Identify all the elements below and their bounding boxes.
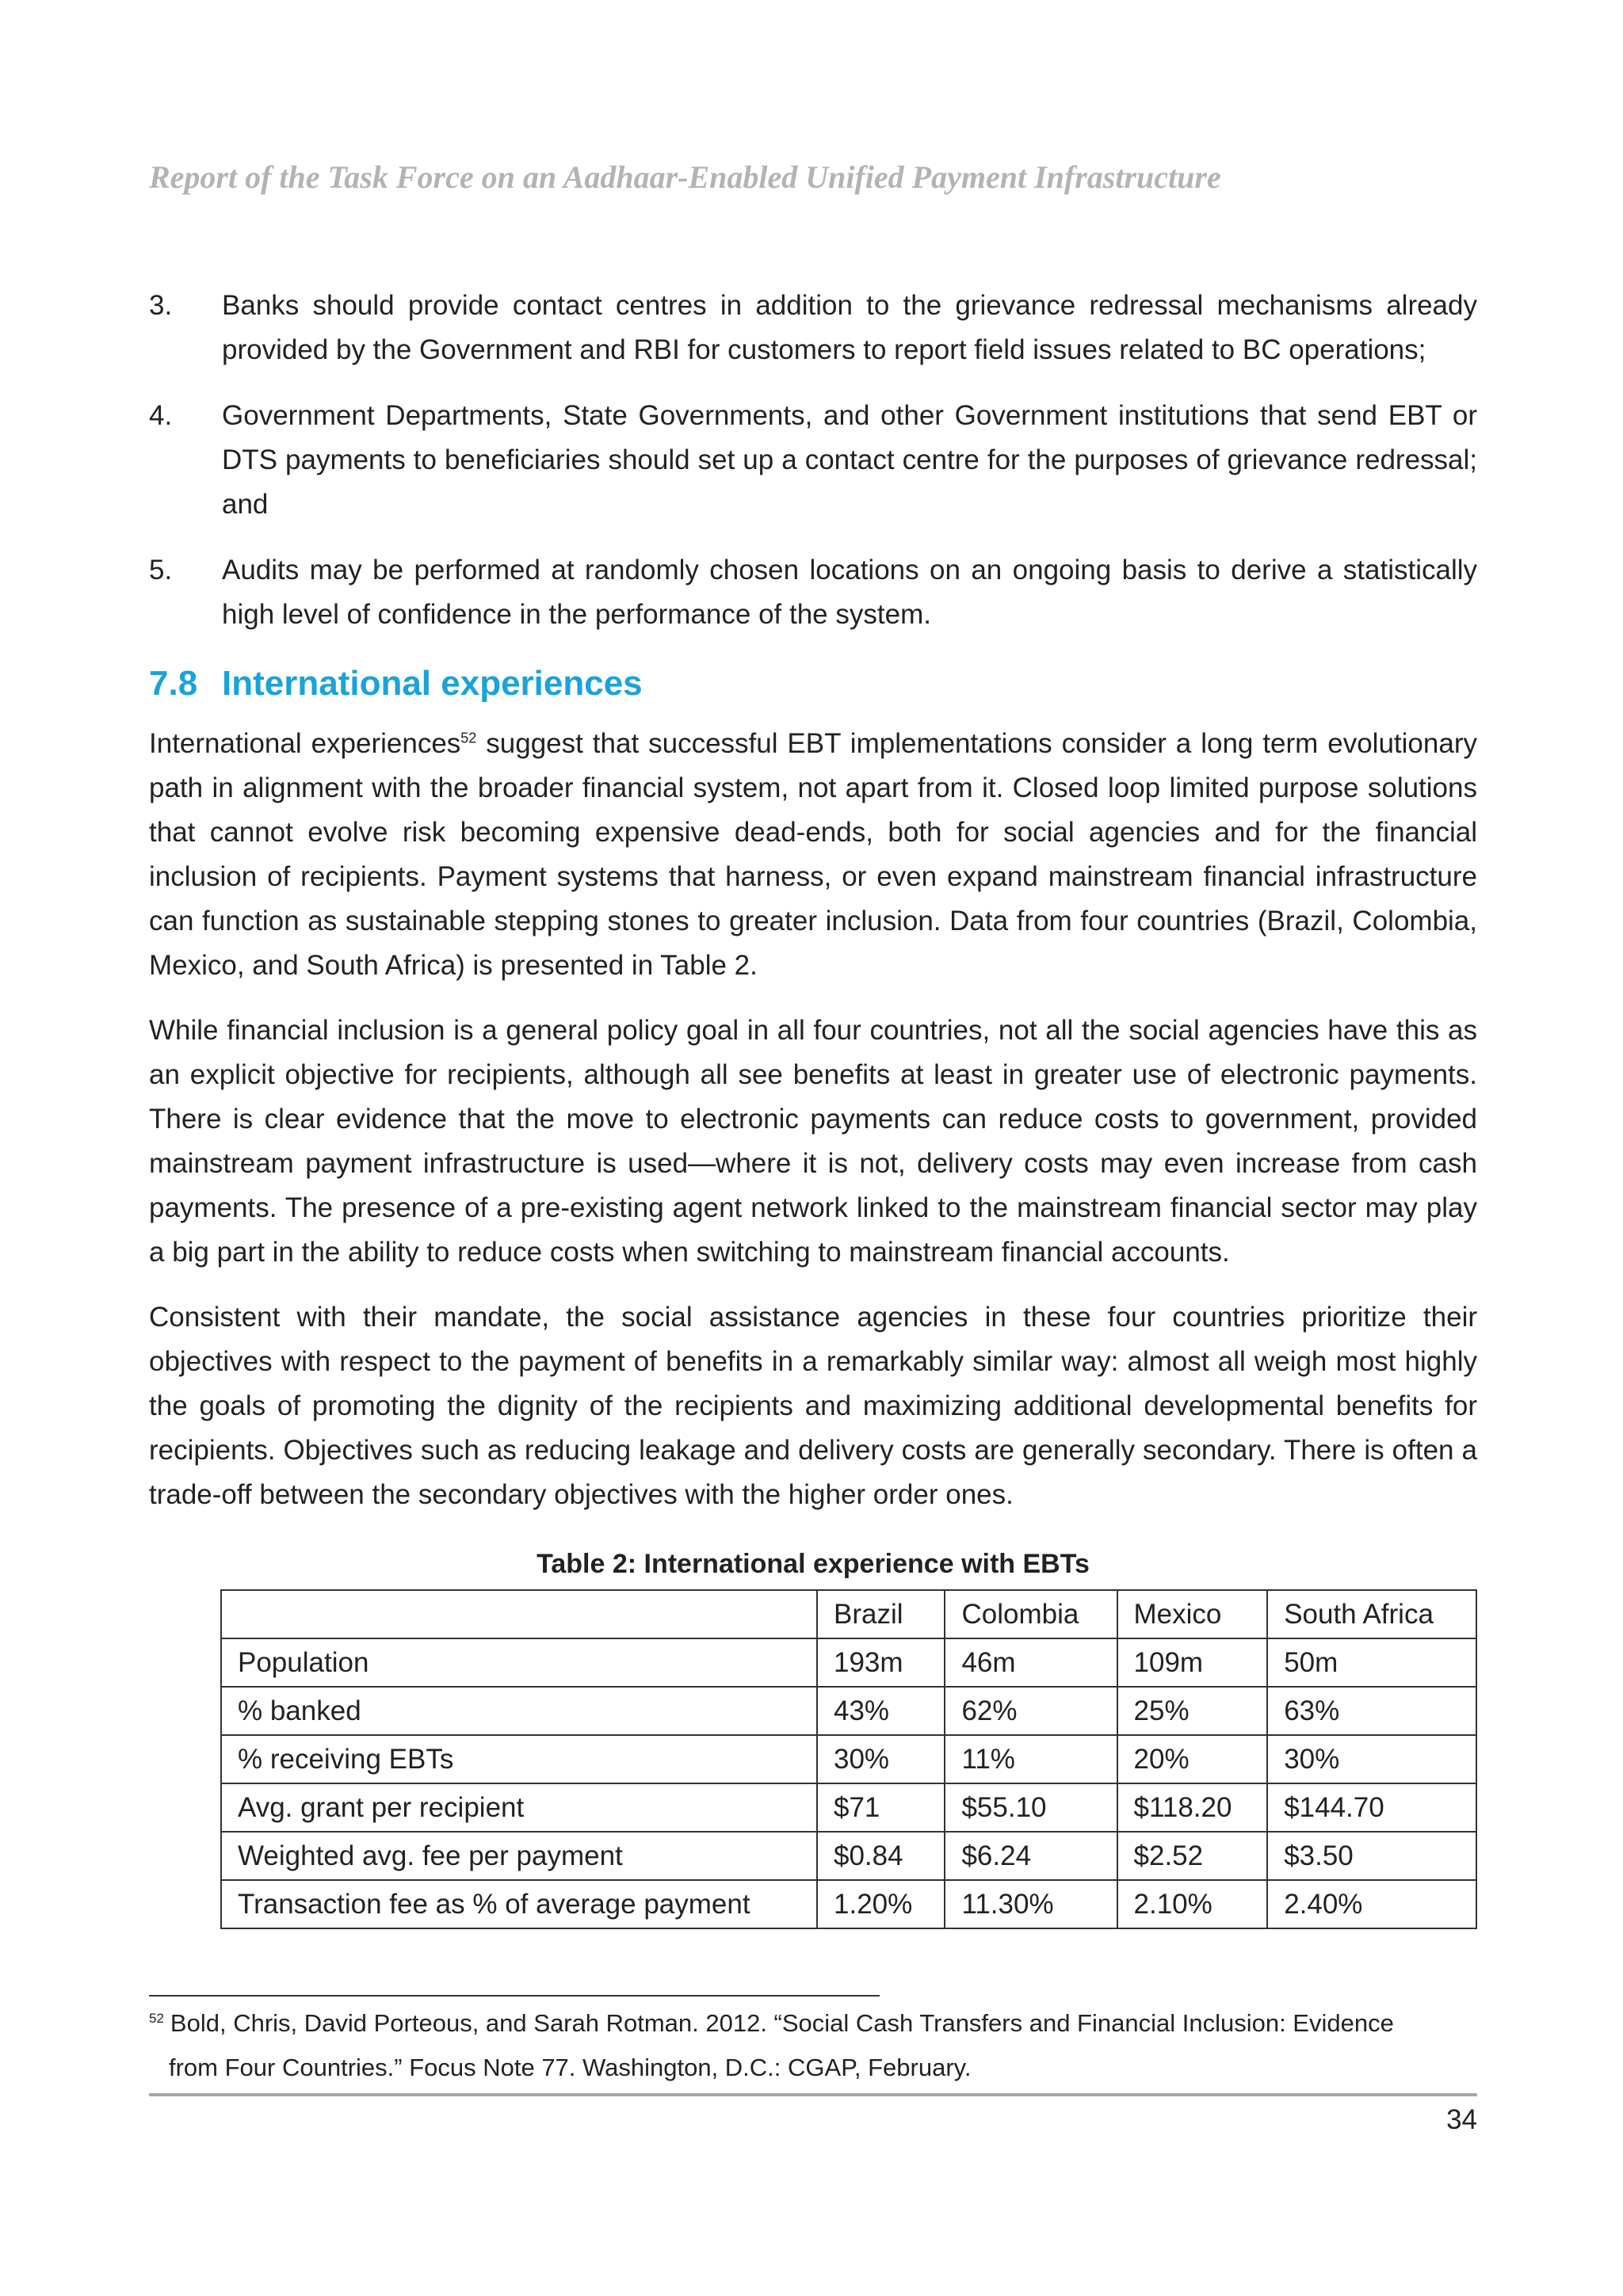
row-label: % banked xyxy=(221,1687,817,1735)
table-cell: $0.84 xyxy=(817,1832,945,1880)
table-cell: 193m xyxy=(817,1638,945,1687)
row-label: Avg. grant per recipient xyxy=(221,1783,817,1832)
table-cell: $2.52 xyxy=(1117,1832,1268,1880)
row-label: Weighted avg. fee per payment xyxy=(221,1832,817,1880)
table-cell: $6.24 xyxy=(945,1832,1117,1880)
list-item xyxy=(149,548,1477,637)
paragraph-financial-inclusion: While financial inclusion is a general policy goal in all four countries, not all the social agencies have this as an explicit objective for recipients, although all see benefits at least in greater use of electronic payments. There is clear evidence that the move to electronic payments can reduce costs to government, provided mainstream payment infrastructure is used—where it is not, delivery costs may even increase from cash payments. The presence of a pre-existing agent network linked to the mainstream financial sector may play a big part in the ability to reduce costs when switching to mainstream financial accounts. xyxy=(149,1015,1477,1268)
paragraph-lead: International experiences xyxy=(149,728,461,759)
footnote-line: from Four Countries.” Focus Note 77. Washington, D.C.: CGAP, February. xyxy=(169,2054,972,2081)
table-row xyxy=(221,1638,1476,1687)
running-header: Report of the Task Force on an Aadhaar-Enabled Unified Payment Infrastructure xyxy=(149,159,1221,195)
table-cell: $71 xyxy=(817,1783,945,1832)
table-cell: $55.10 xyxy=(945,1783,1117,1832)
table-cell: 1.20% xyxy=(817,1880,945,1928)
footnote-marker: 52 xyxy=(149,2010,164,2026)
paragraph-agency-objectives: Consistent with their mandate, the social assistance agencies in these four countries prioritize their objectives with respect to the payment of benefits in a remarkably similar way: almost all weigh most highly the goals of promoting the dignity of the recipients and maximizing additional developmental benefits for recipients. Objectives such as reducing leakage and delivery costs are generally secondary. There is often a trade-off between the secondary objectives with the higher order ones. xyxy=(149,1302,1477,1510)
table-header-row xyxy=(221,1590,1476,1638)
table-cell: 46m xyxy=(945,1638,1117,1687)
list-item xyxy=(149,394,1477,527)
footnote-reference[interactable]: 52 xyxy=(460,730,477,746)
section-heading xyxy=(149,658,1477,709)
table-row xyxy=(221,1783,1476,1832)
table-cell: 109m xyxy=(1117,1638,1268,1687)
table-cell: 2.10% xyxy=(1117,1880,1268,1928)
footnote-line xyxy=(149,2001,1449,2046)
table-row xyxy=(221,1880,1476,1928)
footnote-divider xyxy=(149,1995,880,1997)
table-cell: 11.30% xyxy=(945,1880,1117,1928)
paragraph-international-experiences xyxy=(149,722,1477,988)
table-cell: 30% xyxy=(817,1735,945,1783)
table-corner-cell xyxy=(221,1590,817,1638)
table-row xyxy=(221,1735,1476,1783)
column-header: South Africa xyxy=(1267,1590,1476,1638)
page-content xyxy=(149,284,1477,1929)
table-cell: 43% xyxy=(817,1687,945,1735)
footnote xyxy=(149,2001,1449,2090)
ebt-comparison-table xyxy=(220,1589,1477,1929)
table-cell: $118.20 xyxy=(1117,1783,1268,1832)
list-item-text: Banks should provide contact centres in addition to the grievance redressal mechanisms already provided by the Government and RBI for customers to report field issues related to BC operations; xyxy=(222,290,1477,365)
table-row xyxy=(221,1832,1476,1880)
table-cell: 50m xyxy=(1267,1638,1476,1687)
table-cell: $144.70 xyxy=(1267,1783,1476,1832)
list-item-text: Audits may be performed at randomly chosen locations on an ongoing basis to derive a statistically high level of confidence in the performance of the system. xyxy=(222,555,1477,630)
row-label: Population xyxy=(221,1638,817,1687)
table-cell: $3.50 xyxy=(1267,1832,1476,1880)
table-cell: 63% xyxy=(1267,1687,1476,1735)
table-cell: 11% xyxy=(945,1735,1117,1783)
footnote-text: Bold, Chris, David Porteous, and Sarah Rotman. 2012. “Social Cash Transfers and Financial Inclusion: Evidence xyxy=(170,2009,1394,2037)
row-label: Transaction fee as % of average payment xyxy=(221,1880,817,1928)
list-item xyxy=(149,284,1477,372)
table-cell: 20% xyxy=(1117,1735,1268,1783)
column-header: Brazil xyxy=(817,1590,945,1638)
list-item-number: 3. xyxy=(149,290,173,321)
table-row xyxy=(221,1687,1476,1735)
recommendation-list xyxy=(149,284,1477,637)
table-cell: 2.40% xyxy=(1267,1880,1476,1928)
page-number: 34 xyxy=(1446,2104,1477,2135)
paragraph-rest: suggest that successful EBT implementations consider a long term evolutionary path in alignment with the broader financial system, not apart from it. Closed loop limited purpose solutions that cannot evolve risk becoming expensive dead-ends, both for social agencies and for the financial inclusion of recipients. Payment systems that harness, or even expand mainstream financial infrastructure can function as sustainable stepping stones to greater inclusion. Data from four countries (Brazil, Colombia, Mexico, and South Africa) is presented in Table 2. xyxy=(149,728,1477,981)
table-cell: 25% xyxy=(1117,1687,1268,1735)
table-cell: 62% xyxy=(945,1687,1117,1735)
footer-divider xyxy=(149,2093,1477,2096)
table-caption: Table 2: International experience with EBTs xyxy=(537,1549,1090,1579)
list-item-number: 5. xyxy=(149,555,173,585)
list-item-text: Government Departments, State Governments, and other Government institutions that send EBT or DTS payments to beneficiaries should set up a contact centre for the purposes of grievance redressal; and xyxy=(222,400,1477,520)
table-cell: 30% xyxy=(1267,1735,1476,1783)
column-header: Mexico xyxy=(1117,1590,1268,1638)
column-header: Colombia xyxy=(945,1590,1117,1638)
section-title: International experiences xyxy=(222,664,643,703)
list-item-number: 4. xyxy=(149,400,173,431)
section-number: 7.8 xyxy=(149,664,198,703)
row-label: % receiving EBTs xyxy=(221,1735,817,1783)
